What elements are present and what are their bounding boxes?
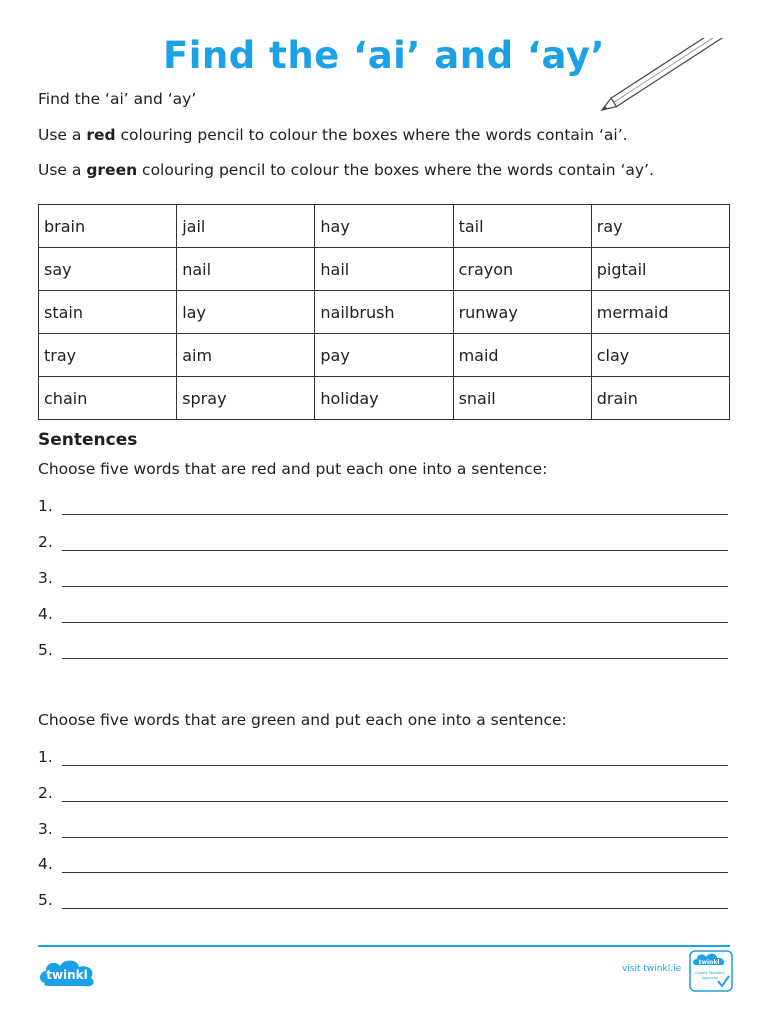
word-cell[interactable]: stain <box>39 291 177 334</box>
word-cell[interactable]: holiday <box>315 377 453 420</box>
red-sentence-line[interactable] <box>38 605 728 625</box>
page-title: Find the ‘ai’ and ‘ay’ <box>162 34 606 77</box>
word-cell[interactable]: clay <box>591 334 729 377</box>
word-cell[interactable]: nailbrush <box>315 291 453 334</box>
red-sentence-prompt: Choose five words that are red and put each one into a sentence: <box>38 460 548 478</box>
sentences-heading: Sentences <box>38 430 138 450</box>
line-number: 4. <box>38 605 53 623</box>
grid-row <box>39 291 730 334</box>
red-sentence-line[interactable] <box>38 533 728 553</box>
word-cell[interactable]: aim <box>177 334 315 377</box>
svg-text:Quality Standard: Quality Standard <box>695 971 725 975</box>
word-cell[interactable]: nail <box>177 248 315 291</box>
line-number: 3. <box>38 820 53 838</box>
word-cell[interactable]: mermaid <box>591 291 729 334</box>
word-cell[interactable]: chain <box>39 377 177 420</box>
word-cell[interactable]: snail <box>453 377 591 420</box>
quality-badge-icon <box>688 949 734 993</box>
red-instruction: Use a red colouring pencil to colour the boxes where the words contain ‘ai’. <box>38 126 628 144</box>
red-sentence-line[interactable] <box>38 497 728 517</box>
word-cell[interactable]: pigtail <box>591 248 729 291</box>
subtitle: Find the ‘ai’ and ‘ay’ <box>38 90 197 108</box>
grid-row <box>39 377 730 420</box>
green-sentence-line[interactable] <box>38 748 728 768</box>
green-sentence-line[interactable] <box>38 784 728 804</box>
word-cell[interactable]: hail <box>315 248 453 291</box>
twinkl-logo[interactable] <box>36 955 100 989</box>
word-cell[interactable]: brain <box>39 205 177 248</box>
green-instruction: Use a green colouring pencil to colour the boxes where the words contain ‘ay’. <box>38 161 654 179</box>
word-cell[interactable]: crayon <box>453 248 591 291</box>
svg-text:twinkl: twinkl <box>698 959 720 966</box>
word-cell[interactable]: runway <box>453 291 591 334</box>
line-number: 3. <box>38 569 53 587</box>
line-number: 1. <box>38 497 53 515</box>
line-number: 4. <box>38 855 53 873</box>
line-number: 1. <box>38 748 53 766</box>
word-cell[interactable]: jail <box>177 205 315 248</box>
word-cell[interactable]: say <box>39 248 177 291</box>
word-cell[interactable]: tail <box>453 205 591 248</box>
word-cell[interactable]: pay <box>315 334 453 377</box>
line-number: 5. <box>38 891 53 909</box>
word-cell[interactable]: hay <box>315 205 453 248</box>
red-sentence-line[interactable] <box>38 569 728 589</box>
green-sentence-line[interactable] <box>38 891 728 911</box>
grid-row <box>39 334 730 377</box>
green-sentence-prompt: Choose five words that are green and put each one into a sentence: <box>38 711 567 729</box>
red-keyword: red <box>86 126 116 144</box>
word-cell[interactable]: lay <box>177 291 315 334</box>
red-sentence-line[interactable] <box>38 641 728 661</box>
word-cell[interactable]: spray <box>177 377 315 420</box>
grid-row <box>39 205 730 248</box>
word-cell[interactable]: tray <box>39 334 177 377</box>
word-cell[interactable]: maid <box>453 334 591 377</box>
green-keyword: green <box>86 161 138 179</box>
line-number: 2. <box>38 533 53 551</box>
word-grid <box>38 204 730 420</box>
green-sentence-line[interactable] <box>38 820 728 840</box>
grid-row <box>39 248 730 291</box>
pencil-icon <box>596 38 726 118</box>
line-number: 2. <box>38 784 53 802</box>
word-cell[interactable]: drain <box>591 377 729 420</box>
word-cell[interactable]: ray <box>591 205 729 248</box>
footer-divider <box>38 945 730 947</box>
line-number: 5. <box>38 641 53 659</box>
visit-link[interactable]: visit twinkl.ie <box>622 964 682 974</box>
green-sentence-line[interactable] <box>38 855 728 875</box>
svg-text:Approved: Approved <box>701 976 719 980</box>
svg-text:twinkl: twinkl <box>46 968 88 982</box>
